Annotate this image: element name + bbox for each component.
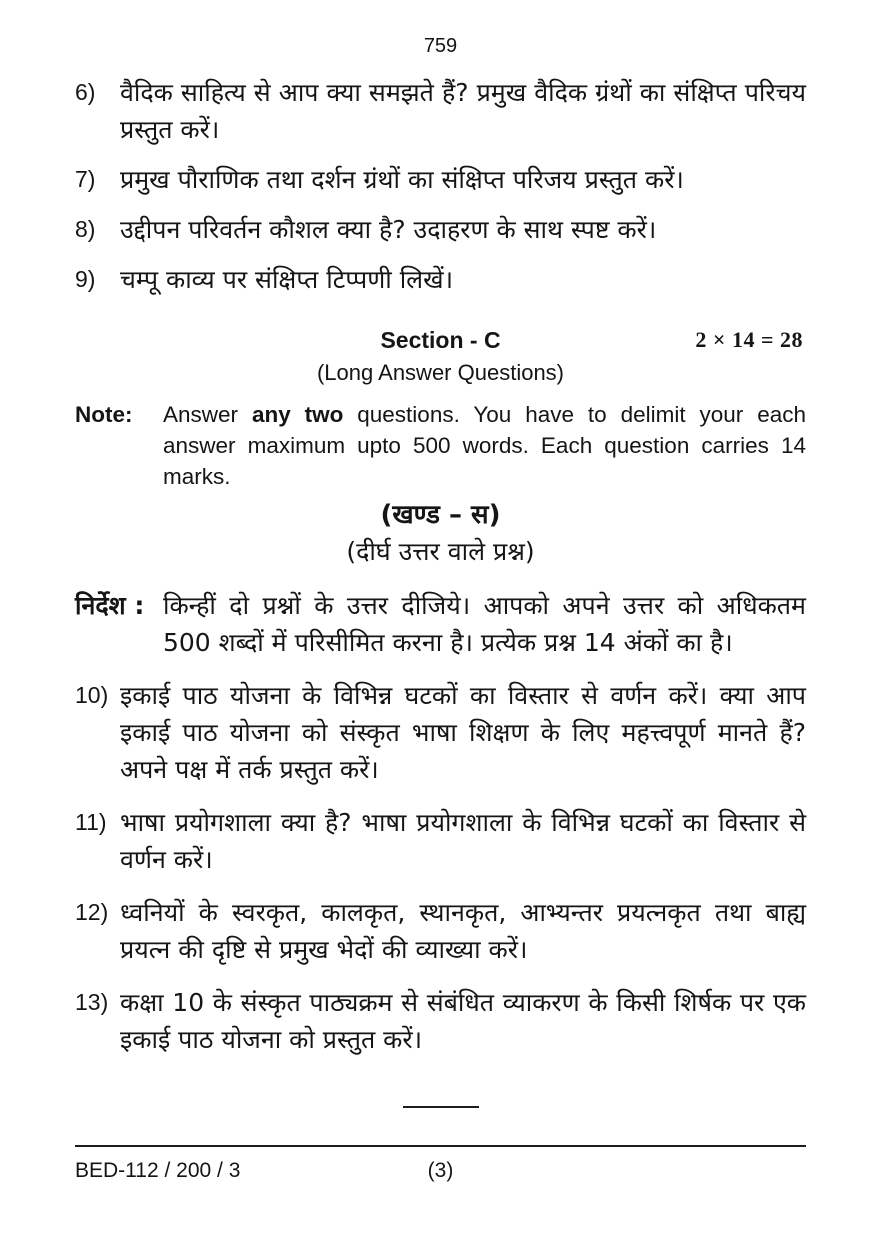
question-8 bbox=[75, 211, 806, 248]
note-text bbox=[163, 399, 806, 492]
question-number: 8) bbox=[75, 216, 96, 242]
note-block bbox=[75, 399, 806, 492]
section-title: Section - C bbox=[380, 327, 501, 353]
question-number: 11) bbox=[75, 809, 107, 835]
short-questions-list bbox=[75, 74, 806, 298]
section-marks: 2 × 14 = 28 bbox=[695, 327, 803, 352]
question-10 bbox=[75, 677, 806, 788]
note-label: Note: bbox=[75, 402, 133, 427]
question-number: 12) bbox=[75, 899, 109, 925]
khand-title: (खण्ड – स) bbox=[380, 500, 501, 530]
question-number: 9) bbox=[75, 266, 96, 292]
khand-subtitle: (दीर्घ उत्तर वाले प्रश्न) bbox=[346, 537, 535, 566]
question-number: 7) bbox=[75, 166, 96, 192]
question-11 bbox=[75, 804, 806, 878]
question-text: वैदिक साहित्य से आप क्या समझते हैं? प्रमुख वैदिक ग्रंथों का संक्षिप्त परिचय प्रस्तुत करें। bbox=[120, 78, 806, 144]
question-number: 6) bbox=[75, 79, 96, 105]
question-text: कक्षा 10 के संस्कृत पाठ्यक्रम से संबंधित व्याकरण के किसी शिर्षक पर एक इकाई पाठ योजना को प्रस्तुत करें। bbox=[120, 988, 806, 1054]
nirdesh-label: निर्देश : bbox=[75, 591, 145, 620]
question-text: ध्वनियों के स्वरकृत, कालकृत, स्थानकृत, आभ्यन्तर प्रयत्नकृत तथा बाह्य प्रयत्न की दृष्टि से प्रमुख भेदों की व्याख्या करें। bbox=[120, 898, 806, 964]
question-text: प्रमुख पौराणिक तथा दर्शन ग्रंथों का संक्षिप्त परिजय प्रस्तुत करें। bbox=[120, 165, 684, 194]
question-text: भाषा प्रयोगशाला क्या है? भाषा प्रयोगशाला के विभिन्न घटकों का विस्तार से वर्णन करें। bbox=[120, 808, 806, 874]
question-7 bbox=[75, 161, 806, 198]
end-of-questions-divider bbox=[403, 1106, 479, 1108]
question-6 bbox=[75, 74, 806, 148]
question-text: चम्पू काव्य पर संक्षिप्त टिप्पणी लिखें। bbox=[120, 265, 454, 294]
section-subtitle: (Long Answer Questions) bbox=[316, 360, 565, 385]
footer-paper-code: BED-112 / 200 / 3 bbox=[75, 1159, 241, 1182]
note-text-post: questions. You have to delimit your each answer maximum upto 500 words. Each question carries 14 marks. bbox=[163, 402, 806, 489]
nirdesh-text: किन्हीं दो प्रश्नों के उत्तर दीजिये। आपको अपने उत्तर को अधिकतम 500 शब्दों में परिसीमित करना है। प्रत्येक प्रश्न 14 अंकों का है। bbox=[163, 591, 806, 657]
page-number-top: 759 bbox=[423, 35, 458, 57]
question-13 bbox=[75, 984, 806, 1058]
question-number: 13) bbox=[75, 989, 109, 1015]
question-text: इकाई पाठ योजना के विभिन्न घटकों का विस्तार से वर्णन करें। क्या आप इकाई पाठ योजना को संस्कृत भाषा शिक्षण के लिए महत्त्वपूर्ण मानते हैं? अपने पक्ष में तर्क प्रस्तुत करें। bbox=[120, 681, 806, 784]
section-c-heading bbox=[75, 326, 806, 354]
question-9 bbox=[75, 261, 806, 298]
question-number: 10) bbox=[75, 682, 109, 708]
long-questions-list bbox=[75, 677, 806, 1058]
nirdesh-block bbox=[75, 587, 806, 661]
note-text-pre: Answer bbox=[163, 402, 252, 427]
note-text-bold: any two bbox=[251, 402, 344, 427]
footer-divider bbox=[75, 1145, 806, 1147]
footer-page-number: (3) bbox=[427, 1159, 454, 1182]
question-text: उद्दीपन परिवर्तन कौशल क्या है? उदाहरण के साथ स्पष्ट करें। bbox=[120, 215, 657, 244]
question-12 bbox=[75, 894, 806, 968]
page-footer bbox=[75, 1158, 806, 1184]
